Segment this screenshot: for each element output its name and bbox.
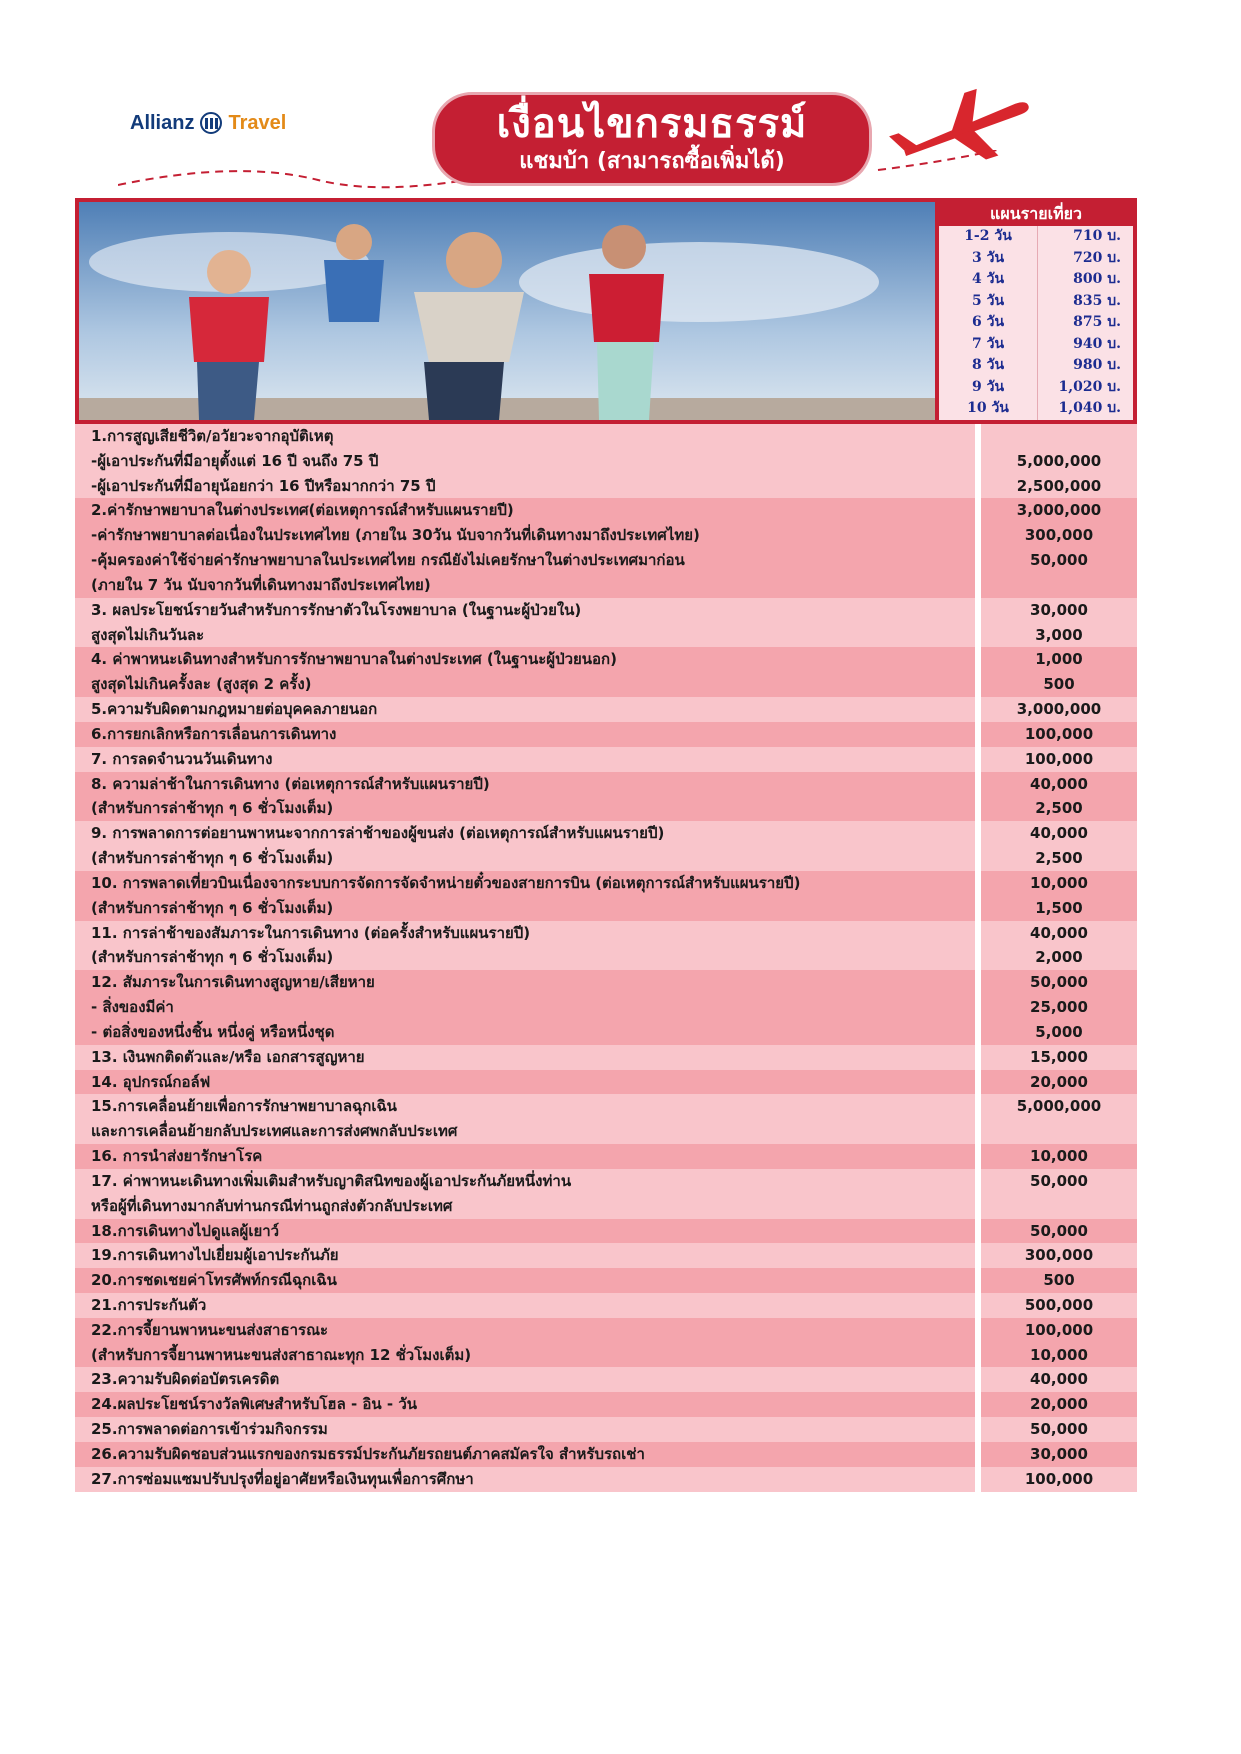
benefit-row [75, 1094, 1137, 1119]
benefit-amount: 100,000 [981, 722, 1137, 747]
benefit-amount: 50,000 [981, 1169, 1137, 1194]
rate-days: 3 วัน [939, 248, 1038, 270]
benefit-row [75, 1194, 1137, 1219]
rate-days: 5 วัน [939, 291, 1038, 313]
page-subtitle: แชมบ้า (สามารถซื้อเพิ่มได้) [519, 149, 785, 174]
benefit-row [75, 1045, 1137, 1070]
benefit-row [75, 672, 1137, 697]
benefit-amount: 15,000 [981, 1045, 1137, 1070]
benefit-label: (ภายใน 7 วัน นับจากวันที่เดินทางมาถึงประเทศไทย) [75, 573, 975, 598]
benefit-row [75, 1144, 1137, 1169]
benefit-label: 17. ค่าพาหนะเดินทางเพิ่มเติมสำหรับญาติสนิทของผู้เอาประกันภัยหนึ่งท่าน [75, 1169, 975, 1194]
benefit-row [75, 623, 1137, 648]
benefit-row [75, 747, 1137, 772]
title-banner [432, 92, 872, 186]
benefit-label: (สำหรับการล่าช้าทุก ๆ 6 ชั่วโมงเต็ม) [75, 945, 975, 970]
benefit-amount: 300,000 [981, 1243, 1137, 1268]
benefit-row [75, 424, 1137, 449]
brand-product: Travel [228, 111, 287, 134]
benefit-amount: 2,500 [981, 796, 1137, 821]
benefit-amount: 50,000 [981, 970, 1137, 995]
benefit-row [75, 1318, 1137, 1343]
hero-section [75, 198, 1137, 424]
benefit-row [75, 1417, 1137, 1442]
benefit-row [75, 772, 1137, 797]
benefit-label: 2.ค่ารักษาพยาบาลในต่างประเทศ(ต่อเหตุการณ์สำหรับแผนรายปี) [75, 498, 975, 523]
benefit-label: 21.การประกันตัว [75, 1293, 975, 1318]
benefit-row [75, 697, 1137, 722]
benefit-label: 23.ความรับผิดต่อบัตรเครดิต [75, 1367, 975, 1392]
benefit-label: - ต่อสิ่งของหนึ่งชิ้น หนึ่งคู่ หรือหนึ่งชุด [75, 1020, 975, 1045]
benefit-label: สูงสุดไม่เกินวันละ [75, 623, 975, 648]
benefit-label: 6.การยกเลิกหรือการเลื่อนการเดินทาง [75, 722, 975, 747]
benefit-row [75, 1367, 1137, 1392]
benefit-amount: 100,000 [981, 1318, 1137, 1343]
airplane-icon [880, 88, 1040, 168]
benefit-amount: 2,500,000 [981, 474, 1137, 499]
benefit-row [75, 1020, 1137, 1045]
benefit-amount: 20,000 [981, 1070, 1137, 1095]
benefit-label: (สำหรับการล่าช้าทุก ๆ 6 ชั่วโมงเต็ม) [75, 896, 975, 921]
benefit-row [75, 821, 1137, 846]
benefit-label: (สำหรับการล่าช้าทุก ๆ 6 ชั่วโมงเต็ม) [75, 846, 975, 871]
benefit-label: 10. การพลาดเที่ยวบินเนื่องจากระบบการจัดการจัดจำหน่ายตั๋วของสายการบิน (ต่อเหตุการณ์สำหรับแผนรายปี) [75, 871, 975, 896]
page-title: เงื่อนไขกรมธรรม์ [496, 100, 808, 147]
benefit-label: 1.การสูญเสียชีวิต/อวัยวะจากอุบัติเหตุ [75, 424, 975, 449]
benefit-amount: 2,000 [981, 945, 1137, 970]
benefit-amount: 3,000,000 [981, 498, 1137, 523]
benefit-row [75, 573, 1137, 598]
benefit-row [75, 871, 1137, 896]
benefit-amount: 300,000 [981, 523, 1137, 548]
benefit-amount [981, 1194, 1137, 1219]
benefit-row [75, 995, 1137, 1020]
benefit-amount: 20,000 [981, 1392, 1137, 1417]
rate-price: 1,020 บ. [1058, 378, 1121, 395]
benefit-row [75, 1070, 1137, 1095]
rate-days: 6 วัน [939, 312, 1038, 334]
benefit-label: 19.การเดินทางไปเยี่ยมผู้เอาประกันภัย [75, 1243, 975, 1268]
benefit-label: - สิ่งของมีค่า [75, 995, 975, 1020]
rate-row [939, 377, 1133, 399]
benefit-row [75, 474, 1137, 499]
benefit-label: 25.การพลาดต่อการเข้าร่วมกิจกรรม [75, 1417, 975, 1442]
rate-price: 875 บ. [1073, 314, 1121, 330]
rate-price: 800 บ. [1073, 271, 1121, 287]
benefit-row [75, 1293, 1137, 1318]
rate-row [939, 226, 1133, 248]
benefit-amount: 100,000 [981, 747, 1137, 772]
benefit-label: -คุ้มครองค่าใช้จ่ายค่ารักษาพยาบาลในประเทศไทย กรณียังไม่เคยรักษาในต่างประเทศมาก่อน [75, 548, 975, 573]
benefit-amount: 50,000 [981, 1417, 1137, 1442]
benefit-label: -ค่ารักษาพยาบาลต่อเนื่องในประเทศไทย (ภายใน 30วัน นับจากวันที่เดินทางมาถึงประเทศไทย) [75, 523, 975, 548]
benefit-amount: 500,000 [981, 1293, 1137, 1318]
benefit-label: 22.การจี้ยานพาหนะขนส่งสาธารณะ [75, 1318, 975, 1343]
benefit-label: -ผู้เอาประกันที่มีอายุตั้งแต่ 16 ปี จนถึง 75 ปี [75, 449, 975, 474]
benefit-row [75, 1467, 1137, 1492]
rate-row [939, 269, 1133, 291]
benefit-amount: 50,000 [981, 1219, 1137, 1244]
benefit-row [75, 1243, 1137, 1268]
benefit-row [75, 1343, 1137, 1368]
benefit-label: 9. การพลาดการต่อยานพาหนะจากการล่าช้าของผู้ขนส่ง (ต่อเหตุการณ์สำหรับแผนรายปี) [75, 821, 975, 846]
benefit-row [75, 647, 1137, 672]
benefit-amount: 40,000 [981, 821, 1137, 846]
benefit-row [75, 796, 1137, 821]
benefit-amount: 500 [981, 672, 1137, 697]
benefit-amount: 3,000,000 [981, 697, 1137, 722]
benefit-label: 7. การลดจำนวนวันเดินทาง [75, 747, 975, 772]
benefit-amount: 30,000 [981, 1442, 1137, 1467]
benefit-amount: 40,000 [981, 1367, 1137, 1392]
rate-price: 940 บ. [1073, 335, 1121, 352]
benefit-row [75, 449, 1137, 474]
brand-name: Allianz [130, 111, 195, 134]
benefit-label: 3. ผลประโยชน์รายวันสำหรับการรักษาตัวในโรงพยาบาล (ในฐานะผู้ป่วยใน) [75, 598, 975, 623]
benefit-label: 13. เงินพกติดตัวและ/หรือ เอกสารสูญหาย [75, 1045, 975, 1070]
rate-row [939, 398, 1133, 420]
rate-days: 7 วัน [939, 334, 1038, 356]
rate-days: 4 วัน [939, 269, 1038, 291]
rate-days: 10 วัน [939, 398, 1038, 420]
benefit-amount: 10,000 [981, 1343, 1137, 1368]
benefit-label: 8. ความล่าช้าในการเดินทาง (ต่อเหตุการณ์สำหรับแผนรายปี) [75, 772, 975, 797]
benefit-amount: 1,500 [981, 896, 1137, 921]
rate-days: 1-2 วัน [939, 226, 1038, 248]
rate-price: 1,040 บ. [1058, 400, 1121, 416]
benefit-amount: 2,500 [981, 846, 1137, 871]
benefit-label: สูงสุดไม่เกินครั้งละ (สูงสุด 2 ครั้ง) [75, 672, 975, 697]
benefit-row [75, 722, 1137, 747]
benefit-label: 15.การเคลื่อนย้ายเพื่อการรักษาพยาบาลฉุกเฉิน [75, 1094, 975, 1119]
rate-row [939, 334, 1133, 356]
benefit-label: 24.ผลประโยชน์รางวัลพิเศษสำหรับโฮล - อิน - วัน [75, 1392, 975, 1417]
benefit-row [75, 921, 1137, 946]
rate-price: 835 บ. [1073, 292, 1121, 309]
benefit-row [75, 598, 1137, 623]
rate-row [939, 312, 1133, 334]
benefits-table [75, 424, 1137, 1492]
benefit-label: 16. การนำส่งยารักษาโรค [75, 1144, 975, 1169]
rate-price: 980 บ. [1073, 357, 1121, 373]
benefit-label: 26.ความรับผิดชอบส่วนแรกของกรมธรรม์ประกันภัยรถยนต์ภาคสมัครใจ สำหรับรถเช่า [75, 1442, 975, 1467]
rate-days: 9 วัน [939, 377, 1038, 399]
benefit-label: หรือผู้ที่เดินทางมากลับท่านกรณีท่านถูกส่งตัวกลับประเทศ [75, 1194, 975, 1219]
benefit-amount: 5,000,000 [981, 449, 1137, 474]
benefit-amount: 5,000,000 [981, 1094, 1137, 1119]
benefit-label: 4. ค่าพาหนะเดินทางสำหรับการรักษาพยาบาลในต่างประเทศ (ในฐานะผู้ป่วยนอก) [75, 647, 975, 672]
benefit-row [75, 523, 1137, 548]
benefit-amount: 1,000 [981, 647, 1137, 672]
benefit-label: 14. อุปกรณ์กอล์ฟ [75, 1070, 975, 1095]
travelers-photo [79, 202, 935, 420]
benefit-label: (สำหรับการจี้ยานพาหนะขนส่งสาธาณะทุก 12 ชั่วโมงเต็ม) [75, 1343, 975, 1368]
benefit-label: 11. การล่าช้าของสัมภาระในการเดินทาง (ต่อครั้งสำหรับแผนรายปี) [75, 921, 975, 946]
benefit-row [75, 1442, 1137, 1467]
benefit-label: 12. สัมภาระในการเดินทางสูญหาย/เสียหาย [75, 970, 975, 995]
benefit-amount [981, 573, 1137, 598]
benefit-amount [981, 1119, 1137, 1144]
rate-price: 710 บ. [1073, 228, 1121, 244]
benefit-amount: 25,000 [981, 995, 1137, 1020]
benefit-label: -ผู้เอาประกันที่มีอายุน้อยกว่า 16 ปีหรือมากกว่า 75 ปี [75, 474, 975, 499]
benefit-label: และการเคลื่อนย้ายกลับประเทศและการส่งศพกลับประเทศ [75, 1119, 975, 1144]
benefit-amount: 30,000 [981, 598, 1137, 623]
trip-rate-table [939, 202, 1133, 420]
benefit-amount: 50,000 [981, 548, 1137, 573]
benefit-row [75, 1219, 1137, 1244]
benefit-row [75, 498, 1137, 523]
benefit-row [75, 945, 1137, 970]
benefit-row [75, 548, 1137, 573]
benefit-label: 5.ความรับผิดตามกฎหมายต่อบุคคลภายนอก [75, 697, 975, 722]
benefit-amount: 500 [981, 1268, 1137, 1293]
benefit-label: 18.การเดินทางไปดูแลผู้เยาว์ [75, 1219, 975, 1244]
rate-days: 8 วัน [939, 355, 1038, 377]
benefit-amount: 10,000 [981, 871, 1137, 896]
benefit-amount: 40,000 [981, 772, 1137, 797]
rate-row [939, 248, 1133, 270]
benefit-amount: 10,000 [981, 1144, 1137, 1169]
rate-table-title: แผนรายเที่ยว [939, 202, 1133, 226]
benefit-row [75, 846, 1137, 871]
benefit-amount: 5,000 [981, 1020, 1137, 1045]
benefit-row [75, 1169, 1137, 1194]
benefit-label: (สำหรับการล่าช้าทุก ๆ 6 ชั่วโมงเต็ม) [75, 796, 975, 821]
benefit-amount: 100,000 [981, 1467, 1137, 1492]
benefit-amount: 40,000 [981, 921, 1137, 946]
allianz-mark-icon [200, 112, 222, 134]
benefit-row [75, 1392, 1137, 1417]
rate-row [939, 291, 1133, 313]
benefit-amount: 3,000 [981, 623, 1137, 648]
benefit-amount [981, 424, 1137, 449]
benefit-row [75, 896, 1137, 921]
benefit-label: 20.การชดเชยค่าโทรศัพท์กรณีฉุกเฉิน [75, 1268, 975, 1293]
rate-price: 720 บ. [1073, 249, 1121, 266]
benefit-row [75, 1268, 1137, 1293]
benefit-label: 27.การซ่อมแซมปรับปรุงที่อยู่อาศัยหรือเงินทุนเพื่อการศึกษา [75, 1467, 975, 1492]
benefit-row [75, 1119, 1137, 1144]
allianz-travel-logo [130, 108, 286, 138]
rate-row [939, 355, 1133, 377]
benefit-row [75, 970, 1137, 995]
